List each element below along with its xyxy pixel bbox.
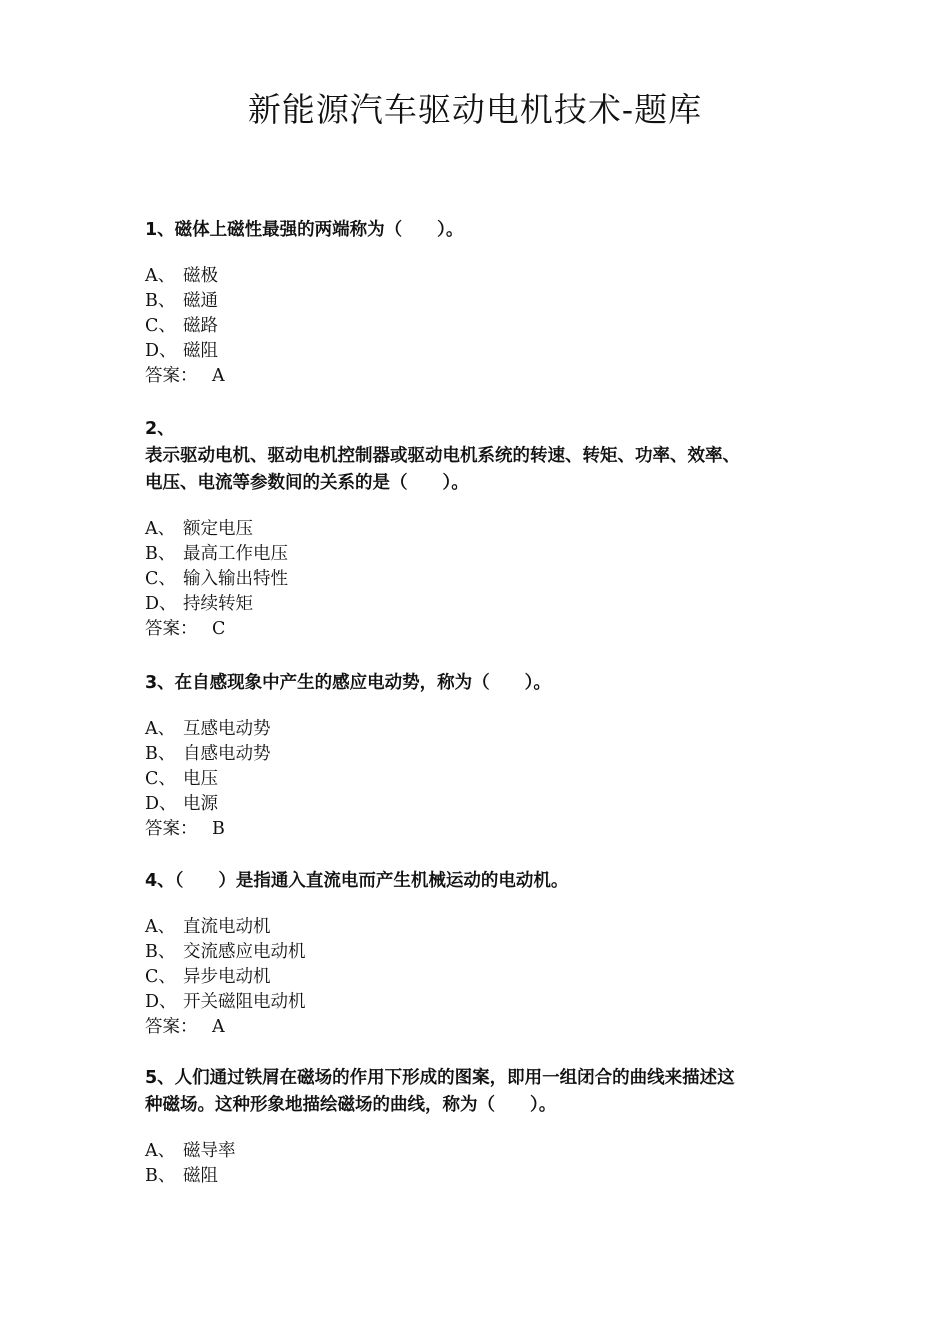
stem-line: 表示驱动电机、驱动电机控制器或驱动电机系统的转速、转矩、功率、效率、	[145, 446, 740, 466]
question-5	[145, 1065, 805, 1189]
option-c	[145, 314, 805, 339]
option-b	[145, 542, 805, 567]
option-text: 磁通	[183, 291, 218, 311]
option-letter: A、	[145, 266, 176, 286]
option-a	[145, 264, 805, 289]
question-stem	[145, 868, 805, 895]
option-letter: A、	[145, 519, 176, 539]
stem-line: 种磁场。这种形象地描绘磁场的曲线，称为（ ）。	[145, 1095, 557, 1115]
option-a	[145, 915, 805, 940]
option-letter: A、	[145, 917, 176, 937]
option-text: 磁导率	[183, 1141, 236, 1161]
option-letter: A、	[145, 719, 176, 739]
option-letter: A、	[145, 1141, 176, 1161]
question-3	[145, 670, 805, 842]
option-list	[145, 915, 805, 1015]
question-stem	[145, 670, 805, 697]
option-b	[145, 742, 805, 767]
option-a	[145, 717, 805, 742]
option-list	[145, 1139, 805, 1189]
answer-value: A	[212, 1017, 225, 1037]
stem-line: 1、磁体上磁性最强的两端称为（ ）。	[145, 220, 464, 240]
stem-line: 电压、电流等参数间的关系的是（ ）。	[145, 473, 469, 493]
stem-line: 3、在自感现象中产生的感应电动势，称为（ ）。	[145, 673, 551, 693]
stem-line: 4、（ ）是指通入直流电而产生机械运动的电动机。	[145, 871, 569, 891]
page-title: 新能源汽车驱动电机技术-题库	[247, 90, 703, 129]
question-stem	[145, 416, 805, 497]
option-d	[145, 792, 805, 817]
option-text: 输入输出特性	[183, 569, 288, 589]
option-d	[145, 339, 805, 364]
option-list	[145, 717, 805, 817]
option-text: 持续转矩	[183, 594, 253, 614]
option-c	[145, 965, 805, 990]
option-letter: D、	[145, 794, 177, 814]
option-b	[145, 940, 805, 965]
option-text: 电源	[183, 794, 218, 814]
option-b	[145, 1164, 805, 1189]
option-letter: C、	[145, 769, 176, 789]
option-list	[145, 264, 805, 364]
answer-value: B	[212, 819, 225, 839]
option-b	[145, 289, 805, 314]
answer-label: 答案：	[145, 366, 198, 386]
question-stem	[145, 217, 805, 244]
answer-line	[145, 364, 805, 389]
answer-line	[145, 817, 805, 842]
option-text: 磁极	[183, 266, 218, 286]
option-letter: C、	[145, 569, 176, 589]
option-text: 额定电压	[183, 519, 253, 539]
question-stem	[145, 1065, 805, 1119]
option-letter: C、	[145, 316, 176, 336]
option-text: 互感电动势	[183, 719, 271, 739]
option-letter: B、	[145, 544, 176, 564]
option-text: 自感电动势	[183, 744, 271, 764]
option-text: 磁阻	[183, 341, 218, 361]
option-text: 最高工作电压	[183, 544, 288, 564]
stem-line: 2、	[145, 419, 175, 439]
option-a	[145, 1139, 805, 1164]
answer-line	[145, 617, 805, 642]
option-d	[145, 592, 805, 617]
option-list	[145, 517, 805, 617]
question-1	[145, 217, 805, 389]
option-d	[145, 990, 805, 1015]
option-letter: D、	[145, 992, 177, 1012]
option-text: 交流感应电动机	[183, 942, 306, 962]
option-letter: B、	[145, 291, 176, 311]
option-text: 电压	[183, 769, 218, 789]
option-text: 异步电动机	[183, 967, 271, 987]
option-letter: B、	[145, 942, 176, 962]
answer-label: 答案：	[145, 1017, 198, 1037]
answer-line	[145, 1015, 805, 1040]
answer-value: C	[212, 619, 226, 639]
question-4	[145, 868, 805, 1040]
option-a	[145, 517, 805, 542]
answer-value: A	[212, 366, 225, 386]
option-letter: B、	[145, 744, 176, 764]
option-text: 直流电动机	[183, 917, 271, 937]
option-letter: D、	[145, 341, 177, 361]
option-letter: C、	[145, 967, 176, 987]
option-c	[145, 767, 805, 792]
answer-label: 答案：	[145, 619, 198, 639]
option-letter: B、	[145, 1166, 176, 1186]
option-text: 磁路	[183, 316, 218, 336]
option-letter: D、	[145, 594, 177, 614]
option-text: 开关磁阻电动机	[183, 992, 306, 1012]
option-text: 磁阻	[183, 1166, 218, 1186]
question-2	[145, 416, 805, 642]
option-c	[145, 567, 805, 592]
answer-label: 答案：	[145, 819, 198, 839]
stem-line: 5、人们通过铁屑在磁场的作用下形成的图案，即用一组闭合的曲线来描述这	[145, 1068, 735, 1088]
